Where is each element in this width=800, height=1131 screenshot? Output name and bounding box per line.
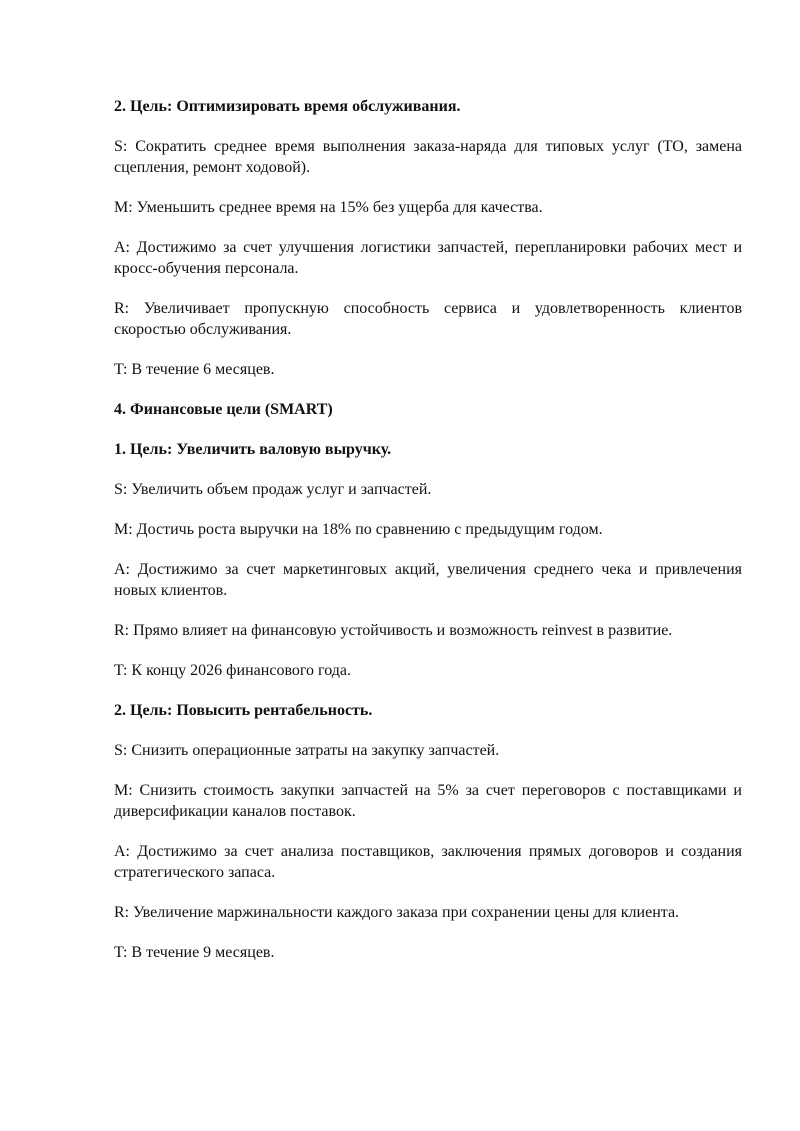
- fin-goal-2-heading: 2. Цель: Повысить рентабельность.: [114, 702, 373, 719]
- goal-2-heading: 2. Цель: Оптимизировать время обслуживания.: [114, 98, 461, 115]
- goal-2-t: T: В течение 6 месяцев.: [114, 361, 275, 378]
- fin-goal-1-m: M: Достичь роста выручки на 18% по сравнению с предыдущим годом.: [114, 521, 603, 538]
- fin-goal-1-a: A: Достижимо за счет маркетинговых акций, увеличения среднего чека и привлечения новых клиентов.: [114, 561, 742, 599]
- goal-2-r: R: Увеличивает пропускную способность сервиса и удовлетворенность клиентов скоростью обслуживания.: [114, 300, 742, 338]
- fin-goal-1-heading: 1. Цель: Увеличить валовую выручку.: [114, 441, 392, 458]
- goal-2-a: A: Достижимо за счет улучшения логистики запчастей, перепланировки рабочих мест и кросс-обучения персонала.: [114, 239, 742, 277]
- fin-goal-1-r: R: Прямо влияет на финансовую устойчивость и возможность reinvest в развитие.: [114, 622, 673, 639]
- fin-goal-2-r: R: Увеличение маржинальности каждого заказа при сохранении цены для клиента.: [114, 904, 680, 921]
- fin-goal-2-a: A: Достижимо за счет анализа поставщиков, заключения прямых договоров и создания стратегического запаса.: [114, 843, 742, 881]
- fin-goal-1-s: S: Увеличить объем продаж услуг и запчастей.: [114, 481, 432, 498]
- fin-goal-2-s: S: Снизить операционные затраты на закупку запчастей.: [114, 742, 500, 759]
- goal-2-m: M: Уменьшить среднее время на 15% без ущерба для качества.: [114, 199, 543, 216]
- fin-goal-1-t: T: К концу 2026 финансового года.: [114, 662, 351, 679]
- document-page: [114, 96, 742, 982]
- section-4-heading: 4. Финансовые цели (SMART): [114, 401, 333, 418]
- goal-2-s: S: Сократить среднее время выполнения заказа-наряда для типовых услуг (ТО, замена сцепления, ремонт ходовой).: [114, 138, 742, 176]
- fin-goal-2-m: M: Снизить стоимость закупки запчастей на 5% за счет переговоров с поставщиками и диверсификации каналов поставок.: [114, 782, 742, 820]
- fin-goal-2-t: T: В течение 9 месяцев.: [114, 944, 275, 961]
